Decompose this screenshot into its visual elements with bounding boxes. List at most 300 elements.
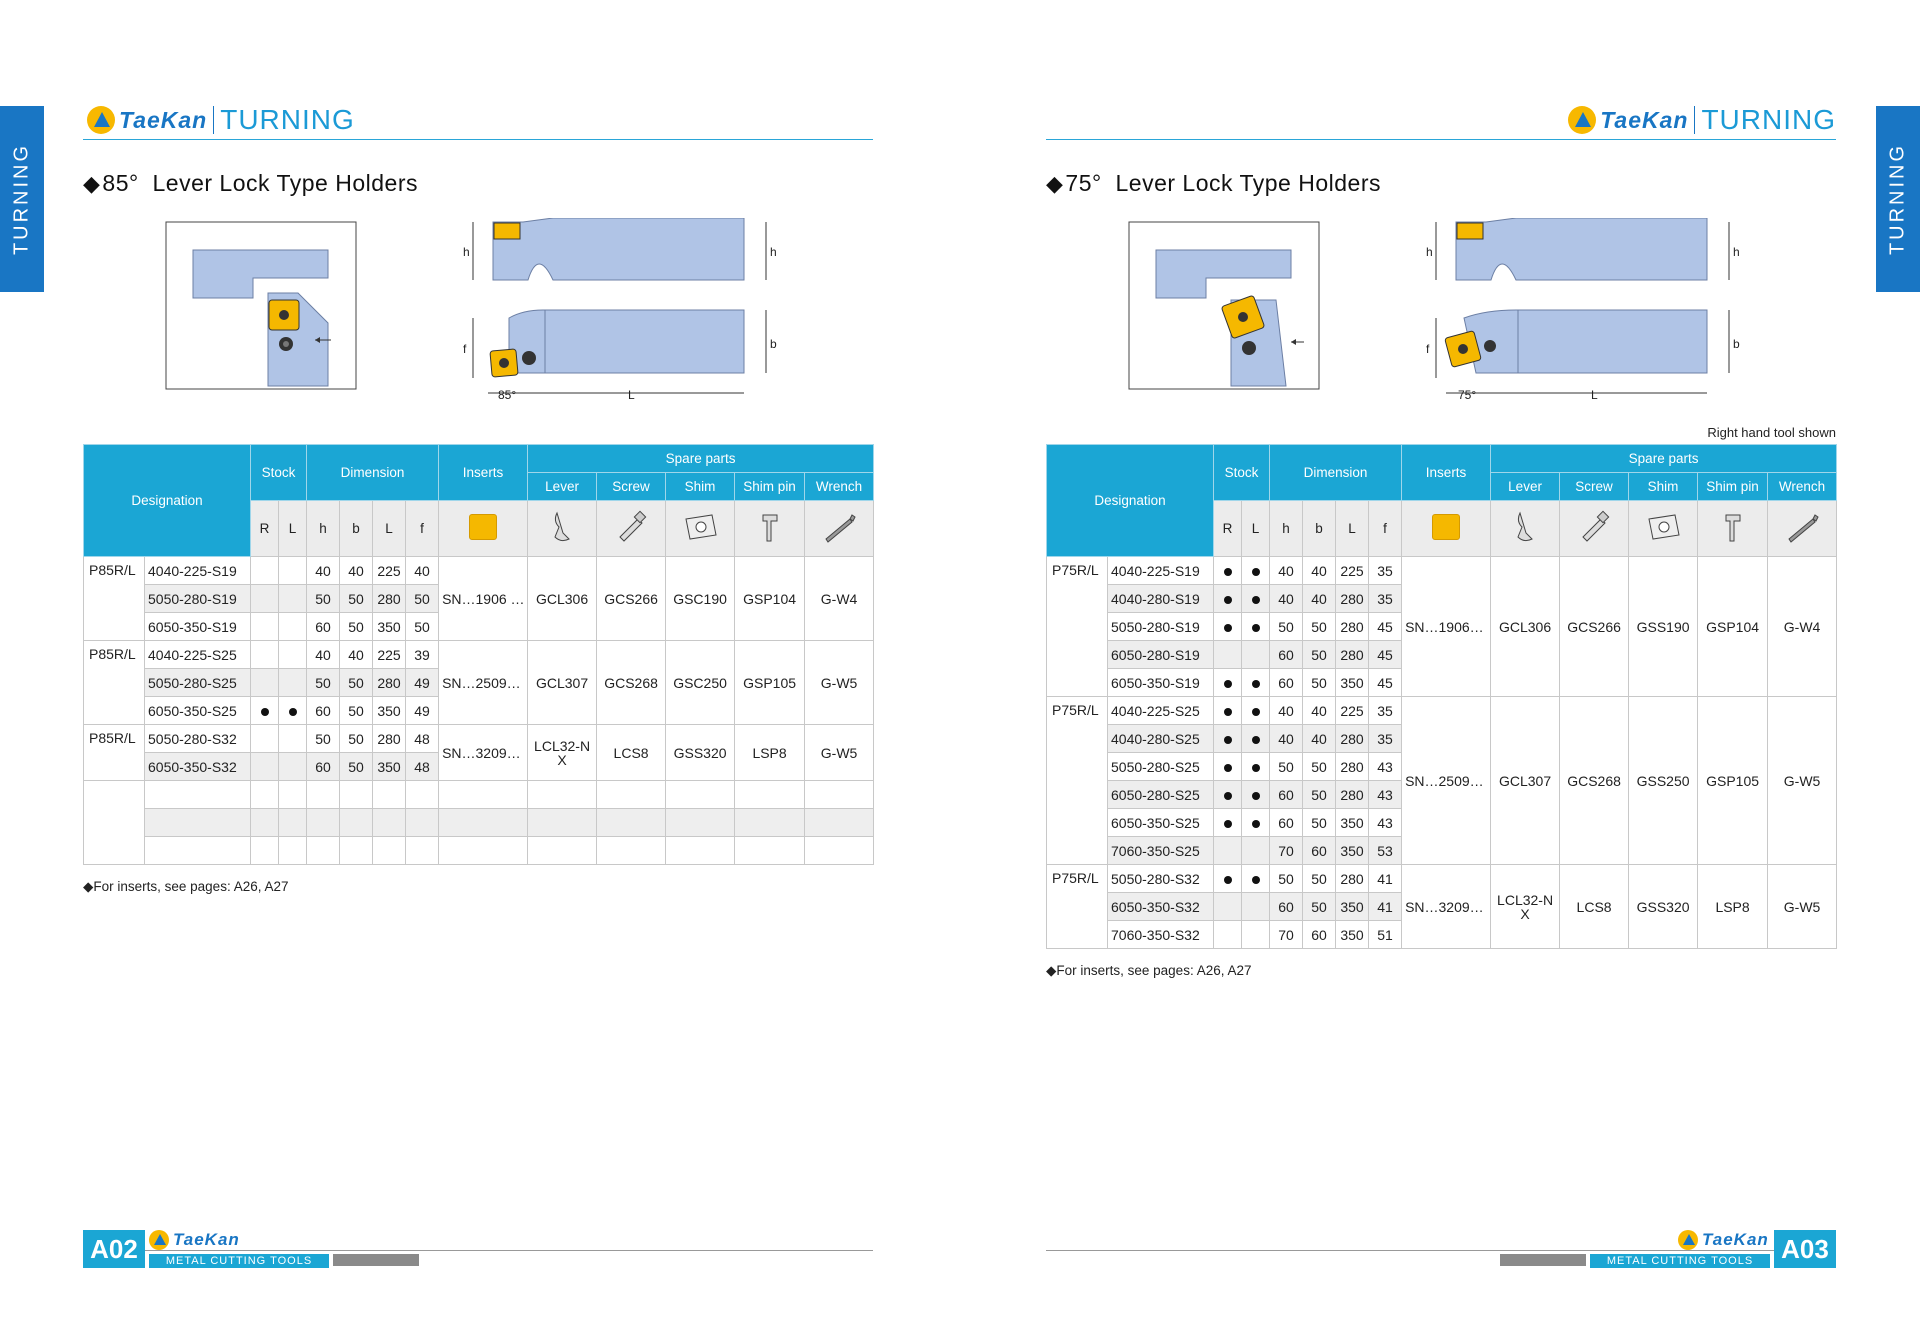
col-spare-parts: Spare parts [528,445,874,473]
stock-dot-icon [1224,624,1232,632]
stock-l-cell [1242,781,1270,809]
length-label: L [1591,388,1598,402]
insert-icon [469,514,497,540]
shim-cell: GSC250 [666,641,735,725]
page-left [83,0,873,1336]
col-len: L [373,501,406,557]
stock-dot-icon [1224,792,1232,800]
group-prefix [1047,613,1108,641]
footer-brand [1678,1230,1769,1250]
dim-l-cell: 225 [1336,557,1369,585]
top-h-label: h [1426,245,1433,259]
dim-l-cell: 280 [373,669,406,697]
stock-l-cell [1242,837,1270,865]
side-tab-left: TURNING [0,106,44,292]
side-view-holder [509,310,744,373]
group-prefix [84,697,145,725]
designation-cell: 7060-350-S25 [1108,837,1214,865]
stock-l-cell [1242,697,1270,725]
designation-cell: 4040-280-S19 [1108,585,1214,613]
dim-b-cell: 60 [1303,837,1336,865]
shim-cell: GSS320 [1629,865,1698,949]
side-b-label: b [770,337,777,351]
side-f-label: f [463,342,467,356]
dim-h-cell: 60 [1270,781,1303,809]
dim-h-cell: 60 [307,613,340,641]
header-separator [1694,106,1695,134]
dim-f-cell: 35 [1369,557,1402,585]
group-prefix [84,669,145,697]
dim-b-cell: 50 [1303,865,1336,893]
dim-f-cell: 43 [1369,753,1402,781]
designation-cell: 6050-350-S19 [1108,669,1214,697]
footer-brand-name: TaeKan [173,1230,240,1249]
dim-h-cell: 60 [1270,809,1303,837]
length-label: L [628,388,635,402]
side-view-holder [1464,310,1707,373]
insert-cell: SN…3209… [439,725,528,781]
stock-dot-icon [1224,568,1232,576]
dim-b-cell: 50 [340,613,373,641]
dim-b-cell: 50 [1303,669,1336,697]
dim-h-cell: 50 [1270,613,1303,641]
table-row [1047,557,1837,585]
insert-cell: SN…1906… [1402,557,1491,697]
col-h: h [1270,501,1303,557]
dim-b-cell: 60 [1303,921,1336,949]
stock-l-cell [1242,557,1270,585]
col-b: b [1303,501,1336,557]
stock-dot-icon [1252,764,1260,772]
col-f: f [406,501,439,557]
designation-cell: 5050-280-S32 [145,725,251,753]
side-f-label: f [1426,342,1430,356]
dim-b-cell: 40 [1303,725,1336,753]
page-number: A03 [1774,1230,1836,1268]
dim-l-cell: 350 [1336,837,1369,865]
stock-dot-icon [1252,680,1260,688]
page-footer [1046,1230,1836,1270]
stock-l-cell [279,669,307,697]
designation-cell: 6050-350-S19 [145,613,251,641]
dim-b-cell: 50 [340,669,373,697]
col-lever: Lever [528,473,597,501]
insert-cell: SN…1906 … [439,557,528,641]
stock-l-cell [1242,809,1270,837]
dim-l-cell: 280 [1336,781,1369,809]
col-l: L [279,501,307,557]
stock-dot-icon [1224,596,1232,604]
page-number: A02 [83,1230,145,1268]
lever-cell: GCL307 [528,641,597,725]
shim-icon [666,501,735,557]
dim-l-cell: 350 [1336,809,1369,837]
page-header [83,100,873,140]
dim-b-cell: 50 [340,725,373,753]
col-shim: Shim [666,473,735,501]
stock-l-cell [1242,613,1270,641]
designation-cell: 5050-280-S19 [145,585,251,613]
designation-cell: 5050-280-S32 [1108,865,1214,893]
designation-cell: 6050-350-S32 [1108,893,1214,921]
dim-l-cell: 350 [373,697,406,725]
dim-l-cell: 225 [1336,697,1369,725]
dim-f-cell: 43 [1369,781,1402,809]
stock-r-cell [251,753,279,781]
dim-f-cell: 43 [1369,809,1402,837]
dim-f-cell: 35 [1369,725,1402,753]
top-h-label: h [463,245,470,259]
top-view-insert [494,223,520,239]
col-screw: Screw [1560,473,1629,501]
dim-l-cell: 350 [373,613,406,641]
col-len: L [1336,501,1369,557]
wrench-cell: G-W4 [1768,557,1837,697]
stock-dot-icon [1252,708,1260,716]
dim-f-cell: 50 [406,585,439,613]
stock-r-cell [1214,921,1242,949]
page-footer [83,1230,873,1270]
stock-l-cell [1242,893,1270,921]
dim-h-cell: 50 [1270,753,1303,781]
col-wrench: Wrench [1768,473,1837,501]
footer-tag: METAL CUTTING TOOLS [149,1254,329,1268]
col-shim-pin: Shim pin [1698,473,1768,501]
lever-icon [1491,501,1560,557]
dim-b-cell: 50 [340,753,373,781]
group-prefix [1047,809,1108,837]
tool-drawing-75 [1046,218,1746,408]
footer-logo-icon [1678,1230,1698,1250]
wrench-icon [1768,501,1837,557]
designation-cell: 4040-225-S19 [1108,557,1214,585]
title-text: Lever Lock Type Holders [1115,170,1381,196]
insert-icon [1432,514,1460,540]
stock-r-cell [1214,753,1242,781]
dim-b-cell: 40 [1303,697,1336,725]
dim-h-cell: 40 [1270,725,1303,753]
dim-f-cell: 39 [406,641,439,669]
lever-cell: GCL306 [528,557,597,641]
page-right [1046,0,1836,1336]
shim-pin-icon [1698,501,1768,557]
table-row [84,725,874,753]
dim-l-cell: 350 [373,753,406,781]
stock-l-cell [1242,865,1270,893]
designation-cell: 4040-225-S25 [1108,697,1214,725]
dim-b-cell: 50 [340,585,373,613]
stock-r-cell [1214,641,1242,669]
dim-b-cell: 50 [1303,753,1336,781]
col-screw: Screw [597,473,666,501]
group-prefix: P85R/L [84,641,145,669]
footnote: ◆For inserts, see pages: A26, A27 [83,879,289,894]
screw-cell: GCS268 [597,641,666,725]
table-row [84,641,874,669]
group-prefix [84,613,145,641]
brand-logo-icon [1568,106,1596,134]
dim-f-cell: 45 [1369,669,1402,697]
stock-r-cell [1214,725,1242,753]
insert-cell: SN…2509… [439,641,528,725]
col-dimension: Dimension [307,445,439,501]
dim-h-cell: 50 [307,725,340,753]
dim-f-cell: 40 [406,557,439,585]
designation-cell: 7060-350-S32 [1108,921,1214,949]
shim-cell: GSS190 [1629,557,1698,697]
stock-r-cell [1214,893,1242,921]
dim-h-cell: 60 [307,753,340,781]
detail-insert-hole [279,310,289,320]
lever-cell: LCL32-NX [1491,865,1560,949]
group-prefix [84,753,145,781]
screw-cell: GCS268 [1560,697,1629,865]
dim-f-cell: 45 [1369,613,1402,641]
diamond-bullet-icon: ◆ [83,171,101,196]
dim-h-cell: 60 [307,697,340,725]
lever-cell: LCL32-NX [528,725,597,781]
dim-b-cell: 50 [1303,613,1336,641]
table-row [1047,865,1837,893]
shim-pin-cell: LSP8 [1698,865,1768,949]
col-spare-parts: Spare parts [1491,445,1837,473]
insert-icon-cell [439,501,528,557]
stock-dot-icon [1252,792,1260,800]
dim-f-cell: 50 [406,613,439,641]
brand-logo-icon [87,106,115,134]
stock-dot-icon [1224,820,1232,828]
group-prefix [1047,725,1108,753]
stock-l-cell [1242,669,1270,697]
stock-r-cell [1214,697,1242,725]
dim-h-cell: 50 [1270,865,1303,893]
insert-cell: SN…2509… [1402,697,1491,865]
col-designation: Designation [84,445,251,557]
col-l: L [1242,501,1270,557]
dim-l-cell: 225 [373,641,406,669]
brand-name: TaeKan [119,106,208,133]
title-angle: 75° [1065,170,1102,196]
screw-cell: LCS8 [597,725,666,781]
dim-l-cell: 280 [373,725,406,753]
right-hand-note: Right hand tool shown [1707,425,1836,440]
col-inserts: Inserts [439,445,528,501]
footnote: ◆For inserts, see pages: A26, A27 [1046,963,1252,978]
stock-dot-icon [1224,708,1232,716]
top-view-insert [1457,223,1483,239]
footer-gray-bar [333,1254,419,1266]
top-h-label-right: h [1733,245,1740,259]
screw-cell: GCS266 [1560,557,1629,697]
stock-l-cell [1242,921,1270,949]
stock-l-cell [279,725,307,753]
stock-r-cell [1214,585,1242,613]
dim-f-cell: 48 [406,753,439,781]
brand-block [87,104,355,136]
dim-h-cell: 60 [1270,641,1303,669]
page-title [83,170,418,197]
table-body-85 [84,557,874,865]
designation-cell: 5050-280-S25 [1108,753,1214,781]
designation-cell: 6050-350-S32 [145,753,251,781]
dim-f-cell: 53 [1369,837,1402,865]
group-prefix: P85R/L [84,557,145,585]
stock-r-cell [1214,865,1242,893]
table-row [1047,697,1837,725]
dim-h-cell: 40 [307,641,340,669]
stock-dot-icon [1224,680,1232,688]
brand-block [1568,104,1836,136]
stock-r-cell [1214,557,1242,585]
spec-table-75 [1046,444,1837,949]
stock-r-cell [1214,669,1242,697]
dim-h-cell: 70 [1270,921,1303,949]
wrench-cell: G-W5 [1768,697,1837,865]
footer-brand-name: TaeKan [1702,1230,1769,1249]
dim-l-cell: 280 [1336,865,1369,893]
blank-row [84,837,874,865]
group-prefix [84,585,145,613]
dim-h-cell: 70 [1270,837,1303,865]
stock-l-cell [1242,725,1270,753]
shim-pin-cell: GSP104 [735,557,805,641]
dim-h-cell: 60 [1270,893,1303,921]
title-text: Lever Lock Type Holders [152,170,418,196]
dim-h-cell: 40 [307,557,340,585]
designation-cell: 6050-280-S25 [1108,781,1214,809]
dim-b-cell: 50 [1303,893,1336,921]
dim-f-cell: 35 [1369,697,1402,725]
stock-l-cell [279,753,307,781]
dim-f-cell: 45 [1369,641,1402,669]
stock-dot-icon [1252,736,1260,744]
stock-r-cell [1214,837,1242,865]
stock-dot-icon [1224,876,1232,884]
dim-b-cell: 40 [1303,557,1336,585]
stock-l-cell [1242,585,1270,613]
footer-brand [149,1230,240,1250]
dim-h-cell: 40 [1270,585,1303,613]
designation-cell: 4040-280-S25 [1108,725,1214,753]
shim-pin-cell: GSP104 [1698,557,1768,697]
top-h-label-right: h [770,245,777,259]
angle-label: 75° [1458,388,1477,402]
col-r: R [1214,501,1242,557]
stock-r-cell [1214,809,1242,837]
dim-h-cell: 40 [1270,697,1303,725]
dim-h-cell: 60 [1270,669,1303,697]
stock-l-cell [279,557,307,585]
designation-cell: 5050-280-S25 [145,669,251,697]
dim-f-cell: 41 [1369,865,1402,893]
stock-dot-icon [1252,568,1260,576]
dim-f-cell: 51 [1369,921,1402,949]
lever-cell: GCL306 [1491,557,1560,697]
stock-r-cell [251,725,279,753]
stock-l-cell [279,585,307,613]
dim-h-cell: 50 [307,585,340,613]
col-shim-pin: Shim pin [735,473,805,501]
designation-cell: 6050-350-S25 [1108,809,1214,837]
stock-dot-icon [261,708,269,716]
dim-l-cell: 350 [1336,893,1369,921]
stock-l-cell [279,641,307,669]
blank-row [84,809,874,837]
col-inserts: Inserts [1402,445,1491,501]
wrench-cell: G-W5 [1768,865,1837,949]
diamond-bullet-icon: ◆ [1046,171,1064,196]
col-stock: Stock [1214,445,1270,501]
stock-dot-icon [289,708,297,716]
dim-f-cell: 41 [1369,893,1402,921]
group-prefix [1047,921,1108,949]
header-separator [213,106,214,134]
group-prefix [1047,893,1108,921]
group-prefix [1047,781,1108,809]
stock-dot-icon [1252,820,1260,828]
dim-f-cell: 35 [1369,585,1402,613]
dim-b-cell: 40 [1303,585,1336,613]
screw-cell: GCS266 [597,557,666,641]
wrench-cell: G-W5 [805,725,874,781]
dim-b-cell: 50 [1303,641,1336,669]
col-r: R [251,501,279,557]
wrench-cell: G-W5 [805,641,874,725]
col-b: b [340,501,373,557]
group-prefix [1047,753,1108,781]
col-designation: Designation [1047,445,1214,557]
group-prefix [1047,641,1108,669]
dim-h-cell: 50 [307,669,340,697]
col-dimension: Dimension [1270,445,1402,501]
dim-b-cell: 50 [1303,781,1336,809]
col-stock: Stock [251,445,307,501]
shim-icon [1629,501,1698,557]
dim-h-cell: 40 [1270,557,1303,585]
dim-b-cell: 50 [340,697,373,725]
dim-b-cell: 40 [340,641,373,669]
stock-r-cell [1214,613,1242,641]
designation-cell: 4040-225-S25 [145,641,251,669]
dim-l-cell: 280 [1336,753,1369,781]
group-prefix: P75R/L [1047,865,1108,893]
table-row [84,557,874,585]
tool-drawing-85 [83,218,783,408]
blank-row [84,781,874,809]
col-f: f [1369,501,1402,557]
stock-dot-icon [1252,596,1260,604]
stock-l-cell [1242,641,1270,669]
dim-b-cell: 50 [1303,809,1336,837]
shim-pin-cell: GSP105 [735,641,805,725]
side-tab-right: TURNING [1876,106,1920,292]
shim-cell: GSS250 [1629,697,1698,865]
group-prefix [1047,585,1108,613]
insert-cell: SN…3209… [1402,865,1491,949]
col-shim: Shim [1629,473,1698,501]
stock-r-cell [251,585,279,613]
insert-icon-cell [1402,501,1491,557]
lever-cell: GCL307 [1491,697,1560,865]
designation-cell: 6050-350-S25 [145,697,251,725]
table-body-75 [1047,557,1837,949]
dim-b-cell: 40 [340,557,373,585]
stock-r-cell [251,697,279,725]
side-b-label: b [1733,337,1740,351]
wrench-icon [805,501,874,557]
footer-tag: METAL CUTTING TOOLS [1590,1254,1770,1268]
page-header [1046,100,1836,140]
